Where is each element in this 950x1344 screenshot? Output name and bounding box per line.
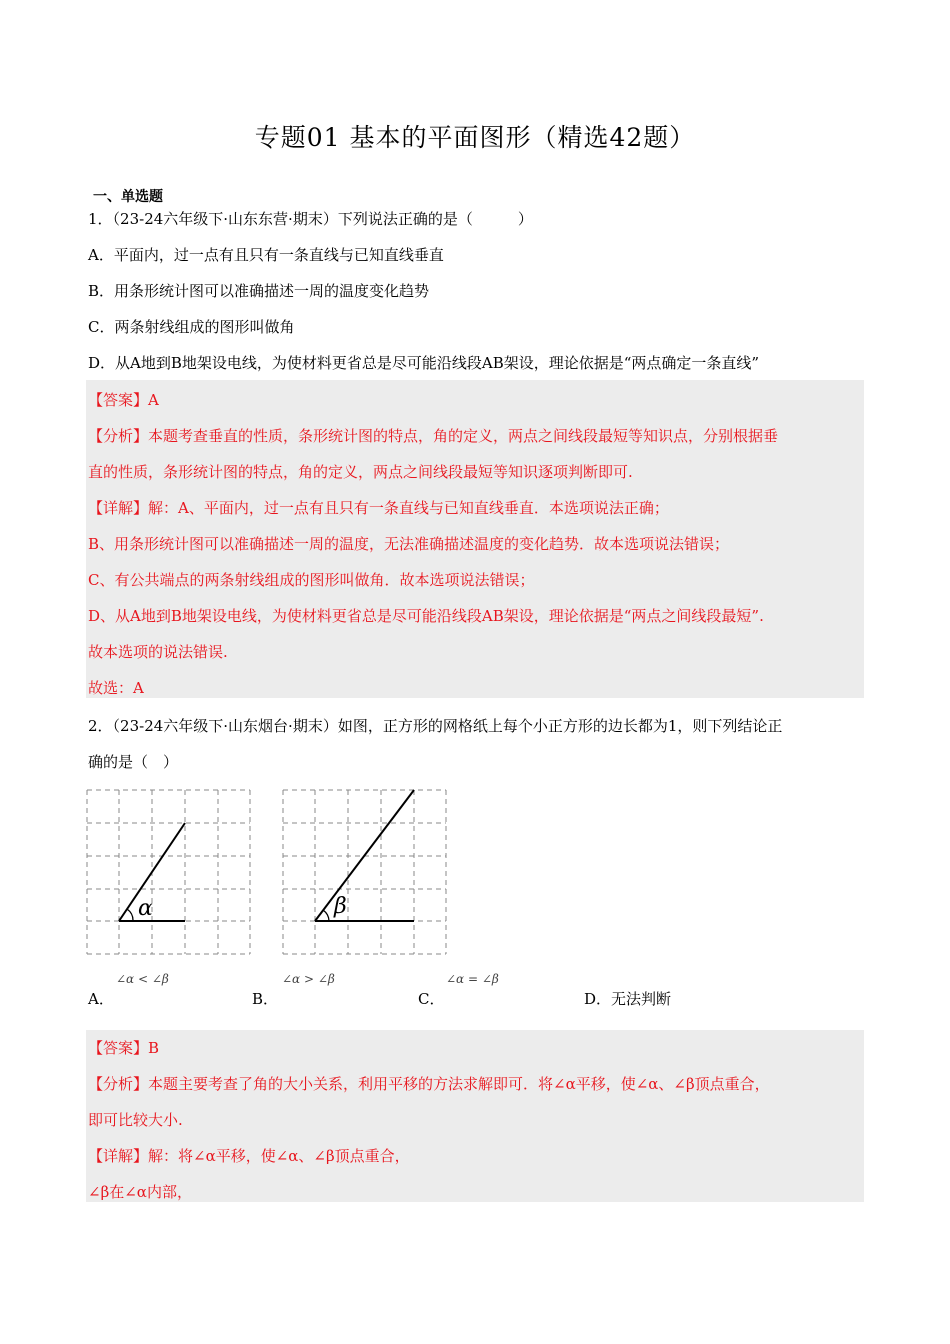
page-title: 专题01 基本的平面图形（精选42题） [254,123,696,152]
q2-analysis-line2: 即可比较大小. [88,1111,183,1129]
q1-detail-line2: B、用条形统计图可以准确描述一周的温度，无法准确描述温度的变化趋势．故本选项说法错误； [88,535,730,553]
q1-analysis-line2: 直的性质，条形统计图的特点，角的定义，两点之间线段最短等知识逐项判断即可. [88,463,633,481]
q1-option-a: A．平面内，过一点有且只有一条直线与已知直线垂直 [88,246,444,264]
q2-detail-line2: ∠β在∠α内部， [88,1183,192,1201]
q1-detail-line3: C、有公共端点的两条射线组成的图形叫做角．故本选项说法错误； [88,571,535,589]
grid-figure-beta [282,788,450,956]
q2-option-b-math: ∠α > ∠β [282,972,335,986]
q2-answer-box [86,1030,864,1202]
q1-detail-line1: 【详解】解：A、平面内，过一点有且只有一条直线与已知直线垂直．本选项说法正确； [88,499,669,517]
beta-label: β [334,894,347,919]
q2-stem-line1: 2．（23-24六年级下·山东烟台·期末）如图，正方形的网格纸上每个小正方形的边长都为1，则下列结论正 [88,717,783,735]
q2-option-d: D．无法判断 [584,990,672,1008]
q2-option-b: B． [252,990,279,1008]
q2-option-c-math: ∠α = ∠β [446,972,499,986]
q1-detail-line5: 故本选项的说法错误. [88,643,228,661]
q1-stem: 1．（23-24六年级下·山东东营·期末）下列说法正确的是（ ） [88,210,533,228]
q1-option-b: B．用条形统计图可以准确描述一周的温度变化趋势 [88,282,430,300]
q2-stem-line2: 确的是（ ） [88,753,179,771]
q2-option-a-math: ∠α < ∠β [116,972,169,986]
alpha-label: α [138,896,153,921]
q1-option-d: D．从A地到B地架设电线，为使材料更省总是尽可能沿线段AB架设，理论依据是“两点确定一条直线” [88,354,760,372]
q1-analysis-line1: 【分析】本题考查垂直的性质，条形统计图的特点，角的定义，两点之间线段最短等知识点，分别根据垂 [88,427,779,445]
section-heading: 一、单选题 [93,189,163,205]
q2-option-c: C． [418,990,445,1008]
q2-detail-line1: 【详解】解：将∠α平移，使∠α、∠β顶点重合， [88,1147,410,1165]
q1-option-c: C．两条射线组成的图形叫做角 [88,318,295,336]
q1-answer: 【答案】A [88,391,159,409]
q1-choose: 故选：A [88,679,144,697]
q2-analysis-line1: 【分析】本题主要考查了角的大小关系，利用平移的方法求解即可．将∠α平移，使∠α、∠β顶点重合， [88,1075,770,1093]
q1-detail-line4: D、从A地到B地架设电线，为使材料更省总是尽可能沿线段AB架设，理论依据是“两点之间线段最短”. [88,607,764,625]
q2-option-a: A． [88,990,114,1008]
grid-figure-alpha [86,788,254,956]
q2-answer: 【答案】B [88,1039,160,1057]
